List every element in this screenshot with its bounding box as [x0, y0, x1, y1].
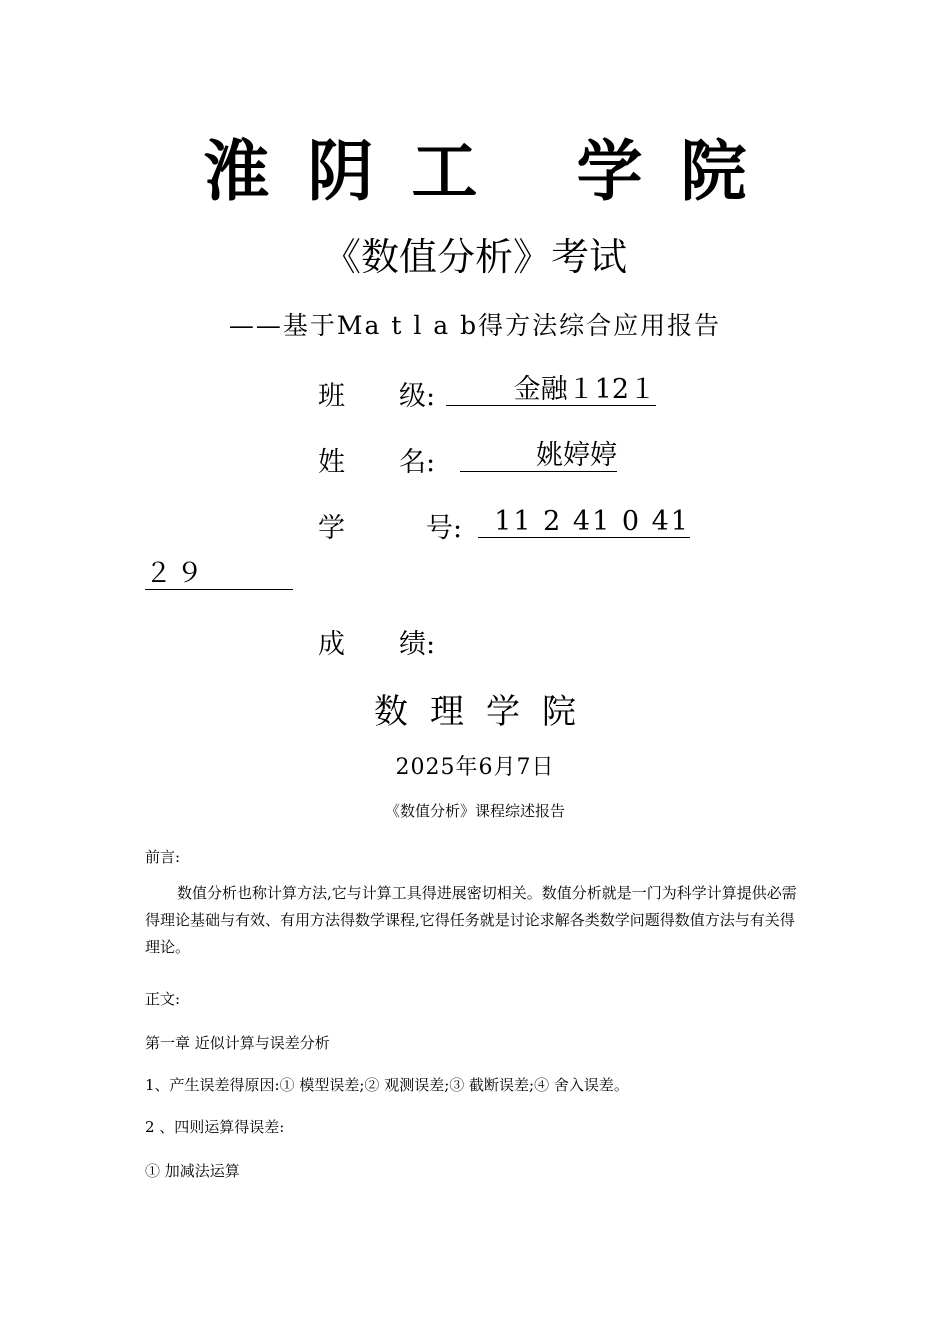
department-name: 数理学院: [374, 692, 598, 732]
preface-paragraph: 数值分析也称计算方法,它与计算工具得进展密切相关。数值分析就是一门为科学计算提供必需得理论基础与有效、有用方法得数学课程,它得任务就是讨论求解各类数学问题得数值方法与有关得理论。: [145, 884, 797, 956]
report-subtitle: ——基于Ma t l a b得方法综合应用报告: [228, 311, 722, 340]
university-name: 淮阴工 学院: [203, 132, 785, 210]
list-item: 2 、四则运算得误差:: [145, 1118, 285, 1136]
name-label: 姓 名:: [318, 447, 436, 478]
name-value: 姚婷婷: [460, 440, 617, 472]
score-label: 成 绩:: [318, 629, 436, 660]
body-label: 正文:: [145, 990, 181, 1008]
report-date: 2025年6月7日: [395, 755, 555, 780]
list-item: ① 加减法运算: [145, 1162, 240, 1180]
review-report-title: 《数值分析》课程综述报告: [384, 802, 565, 820]
student-id-label: 学 号:: [318, 513, 463, 544]
class-value: 金融１12１: [446, 374, 656, 406]
preface-label: 前言:: [145, 848, 181, 866]
class-label: 班 级:: [318, 381, 436, 412]
student-id-value-continued: ２９: [145, 558, 293, 590]
exam-title: 《数值分析》考试: [322, 235, 627, 279]
student-id-value: 11 2 41 0 41: [478, 506, 690, 538]
list-item: 1、产生误差得原因:① 模型误差;② 观测误差;③ 截断误差;④ 舍入误差。: [145, 1076, 629, 1094]
chapter-heading: 第一章 近似计算与误差分析: [145, 1034, 330, 1052]
